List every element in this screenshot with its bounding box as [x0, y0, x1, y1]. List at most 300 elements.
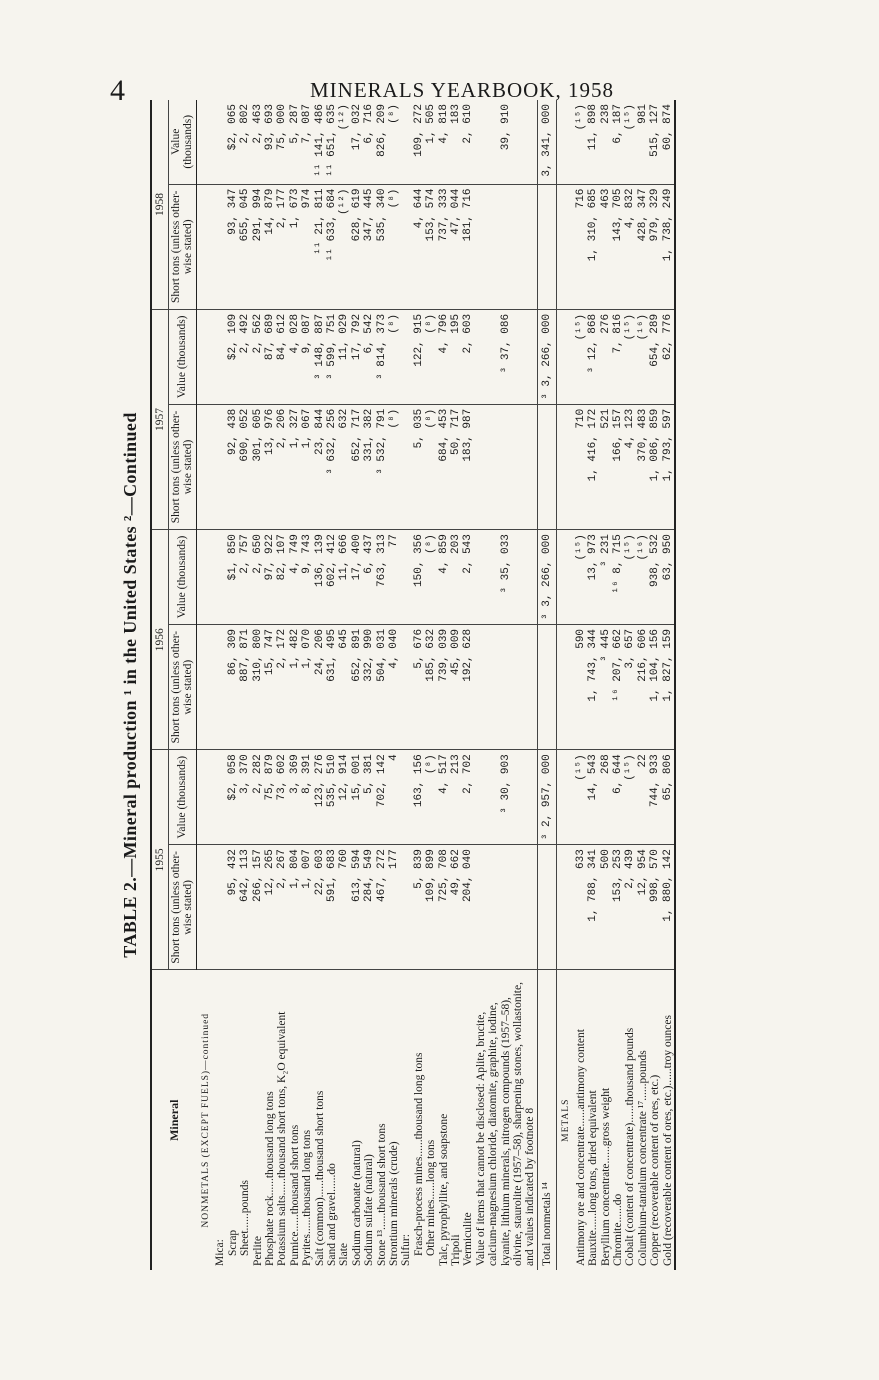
value-cell: 6, 437	[363, 530, 375, 625]
quantity-cell: 504, 031	[376, 624, 388, 749]
year-header: 1958	[151, 100, 169, 309]
quantity-cell: 13, 976	[264, 404, 276, 529]
quantity-cell: 1, 743, 344	[587, 624, 599, 749]
value-cell: $2, 109	[227, 309, 239, 404]
quantity-cell: 628, 619	[351, 184, 363, 309]
mineral-name-cell: Sand and gravel......do	[325, 1163, 338, 1266]
quantity-cell	[537, 404, 556, 529]
value-cell: 1, 505	[425, 100, 437, 184]
value-cell: 3, 369	[289, 750, 301, 845]
value-cell: 602, 412	[326, 530, 338, 625]
quantity-cell: 710	[575, 404, 587, 529]
value-cell: 150, 356	[413, 530, 425, 625]
value-cell: (¹⁵)	[624, 100, 636, 184]
mineral-name-cell: Scrap	[226, 1229, 239, 1256]
quantity-cell: 428, 347	[637, 184, 649, 309]
quantity-cell: 4, 832	[624, 184, 636, 309]
quantity-cell: 590	[575, 624, 587, 749]
quantity-cell: 1, 086, 859	[649, 404, 661, 529]
quantity-cell: 1, 482	[289, 624, 301, 749]
empty-cell	[197, 100, 214, 184]
table-row	[462, 100, 474, 1270]
value-cell: 938, 532	[649, 530, 661, 625]
value-cell: 14, 543	[587, 750, 599, 845]
value-cell: 654, 289	[649, 309, 661, 404]
value-cell	[400, 100, 412, 184]
quantity-cell: 500	[600, 845, 612, 970]
quantity-cell: 974	[301, 184, 313, 309]
value-header: Value (thousands)	[169, 309, 197, 404]
section-heading-row	[557, 100, 575, 1270]
value-cell: ³ 231	[600, 530, 612, 625]
value-cell: 123, 276	[314, 750, 326, 845]
mineral-name-cell: Stone ¹³......thousand short tons	[375, 1123, 388, 1266]
table-row	[301, 100, 313, 1270]
value-cell	[214, 530, 226, 625]
quantity-cell: 109, 899	[425, 845, 437, 970]
value-cell: 5, 287	[289, 100, 301, 184]
value-cell: 2, 562	[252, 309, 264, 404]
empty-cell	[557, 309, 575, 404]
mineral-name-cell: Frasch-process mines......thousand long tons	[412, 1052, 425, 1256]
empty-cell	[197, 309, 214, 404]
table-row	[351, 100, 363, 1270]
quantity-header: Short tons (unless other-wise stated)	[169, 404, 197, 529]
value-cell: (⁸)	[388, 309, 400, 404]
empty-cell	[557, 100, 575, 184]
table-row	[624, 100, 636, 1270]
value-cell: 11, 666	[338, 530, 350, 625]
quantity-cell: 1, 310, 685	[587, 184, 599, 309]
value-cell: (¹²)	[338, 100, 350, 184]
value-cell: 2, 543	[462, 530, 474, 625]
quantity-cell: (¹²)	[338, 184, 350, 309]
table-row	[376, 100, 388, 1270]
value-cell: 2, 282	[252, 750, 264, 845]
value-cell: (¹⁵)	[575, 100, 587, 184]
mineral-name-cell: Salt (common)......thousand short tons	[313, 1090, 326, 1266]
value-cell: 268	[600, 750, 612, 845]
empty-cell	[197, 184, 214, 309]
value-cell: 65, 806	[662, 750, 675, 845]
quantity-cell	[475, 845, 538, 970]
quantity-cell: 2, 177	[276, 184, 288, 309]
quantity-cell	[214, 184, 226, 309]
mineral-name-cell: Phosphate rock......thousand long tons	[263, 1091, 276, 1266]
quantity-cell: 216, 606	[637, 624, 649, 749]
value-cell: 2, 650	[252, 530, 264, 625]
mineral-column-header: Mineral	[167, 1099, 182, 1141]
value-cell: 62, 776	[662, 309, 675, 404]
value-cell: 17, 400	[351, 530, 363, 625]
quantity-cell: 1, 067	[301, 404, 313, 529]
value-cell: 11, 029	[338, 309, 350, 404]
table-row	[600, 100, 612, 1270]
quantity-cell: 1, 673	[289, 184, 301, 309]
value-cell: ³ 37, 086	[475, 309, 538, 404]
quantity-cell: (⁸)	[388, 184, 400, 309]
quantity-cell: 347, 445	[363, 184, 375, 309]
value-cell: 702, 142	[376, 750, 388, 845]
quantity-header: Short tons (unless other-wise stated)	[169, 624, 197, 749]
value-cell: 213	[450, 750, 462, 845]
quantity-cell: 5, 839	[413, 845, 425, 970]
quantity-cell: 301, 605	[252, 404, 264, 529]
section-heading: NONMETALS (EXCEPT FUELS)—continued	[200, 1012, 211, 1228]
quantity-cell: 92, 438	[227, 404, 239, 529]
table-row	[575, 100, 587, 1270]
mineral-name-cell: Total nonmetals ¹⁴	[537, 970, 556, 1270]
mineral-name-cell: Antimony ore and concentrate......antimony content	[574, 1029, 587, 1266]
quantity-cell: 143, 705	[612, 184, 624, 309]
mineral-name-cell: Columbium-tantalum concentrate ¹⁷......pounds	[636, 1050, 649, 1266]
quantity-cell: 1, 007	[301, 845, 313, 970]
value-cell	[214, 100, 226, 184]
value-cell: (¹⁵)	[624, 530, 636, 625]
quantity-cell: 1, 880, 142	[662, 845, 675, 970]
quantity-cell: 521	[600, 404, 612, 529]
quantity-cell: 535, 340	[376, 184, 388, 309]
quantity-cell: 50, 717	[450, 404, 462, 529]
value-cell: 2, 463	[252, 100, 264, 184]
value-cell: 17, 792	[351, 309, 363, 404]
value-cell: 9, 087	[301, 309, 313, 404]
quantity-cell: 49, 662	[450, 845, 462, 970]
value-cell: ¹¹ 141, 486	[314, 100, 326, 184]
quantity-cell: ¹¹ 21, 811	[314, 184, 326, 309]
table-row	[388, 100, 400, 1270]
table-row	[276, 100, 288, 1270]
quantity-cell	[214, 845, 226, 970]
quantity-cell	[475, 404, 538, 529]
running-title: MINERALS YEARBOOK, 1958	[310, 78, 614, 102]
table-row	[438, 100, 450, 1270]
year-header: 1955	[151, 750, 169, 970]
table-row	[649, 100, 661, 1270]
quantity-cell: 23, 844	[314, 404, 326, 529]
value-cell: 6, 644	[612, 750, 624, 845]
quantity-cell: (⁸)	[425, 404, 437, 529]
quantity-cell: 2, 439	[624, 845, 636, 970]
mineral-name-cell: Beryllium concentrate......gross weight	[599, 1087, 612, 1266]
quantity-cell	[214, 624, 226, 749]
mineral-name-cell: Vermiculite	[462, 1212, 475, 1266]
quantity-cell: 739, 039	[438, 624, 450, 749]
value-cell: 15, 001	[351, 750, 363, 845]
quantity-header: Short tons (unless other-wise stated)	[169, 184, 197, 309]
table-row	[425, 100, 437, 1270]
quantity-cell: 5, 035	[413, 404, 425, 529]
value-header: Value (thousands)	[169, 100, 197, 184]
quantity-cell: 690, 052	[239, 404, 251, 529]
value-cell: 4, 796	[438, 309, 450, 404]
value-cell: 195	[450, 309, 462, 404]
year-header: 1956	[151, 530, 169, 750]
quantity-cell	[400, 845, 412, 970]
quantity-cell	[400, 404, 412, 529]
value-cell: 4, 818	[438, 100, 450, 184]
value-cell: 203	[450, 530, 462, 625]
value-cell: 87, 689	[264, 309, 276, 404]
value-cell: ³ 12, 868	[587, 309, 599, 404]
value-cell: 6, 542	[363, 309, 375, 404]
quantity-cell: 2, 172	[276, 624, 288, 749]
value-cell: 122, 915	[413, 309, 425, 404]
value-cell: 39, 910	[475, 100, 538, 184]
quantity-cell: 1, 327	[289, 404, 301, 529]
quantity-cell: 1, 104, 156	[649, 624, 661, 749]
value-cell: 12, 914	[338, 750, 350, 845]
table-row	[413, 100, 425, 1270]
value-cell: (¹⁵)	[624, 309, 636, 404]
value-cell: 3, 370	[239, 750, 251, 845]
section-heading-row	[197, 100, 214, 1270]
mineral-name-cell: Perlite	[251, 1235, 264, 1266]
quantity-cell: ³ 532, 791	[376, 404, 388, 529]
quantity-cell: 655, 045	[239, 184, 251, 309]
quantity-cell: 716	[575, 184, 587, 309]
value-cell: (⁸)	[388, 100, 400, 184]
empty-cell	[557, 624, 575, 749]
quantity-cell: 177	[388, 845, 400, 970]
table-row	[264, 100, 276, 1270]
value-cell: 515, 127	[649, 100, 661, 184]
value-cell: 73, 602	[276, 750, 288, 845]
page-number: 4	[110, 74, 125, 107]
value-cell: 82, 107	[276, 530, 288, 625]
value-cell: 11, 898	[587, 100, 599, 184]
value-cell: 77	[388, 530, 400, 625]
value-cell: (¹⁵)	[575, 309, 587, 404]
empty-cell	[557, 750, 575, 845]
rotated-table-block	[120, 100, 879, 1270]
mineral-production-table	[150, 100, 676, 1270]
quantity-cell: 979, 329	[649, 184, 661, 309]
quantity-cell: 760	[338, 845, 350, 970]
quantity-cell: 4, 040	[388, 624, 400, 749]
value-cell: $2, 058	[227, 750, 239, 845]
value-cell: (⁸)	[425, 530, 437, 625]
table-row	[289, 100, 301, 1270]
mineral-name-cell: Sheet......pounds	[239, 1179, 252, 1256]
quantity-cell	[537, 845, 556, 970]
quantity-cell	[475, 624, 538, 749]
quantity-cell	[214, 404, 226, 529]
value-cell: 109, 272	[413, 100, 425, 184]
quantity-cell: 3, 657	[624, 624, 636, 749]
quantity-cell	[537, 624, 556, 749]
table-row	[338, 100, 350, 1270]
value-cell: 4, 517	[438, 750, 450, 845]
quantity-cell: 1, 827, 159	[662, 624, 675, 749]
mineral-name-cell: Other mines......long tons	[425, 1139, 438, 1256]
value-cell: 8, 391	[301, 750, 313, 845]
value-cell: 63, 950	[662, 530, 675, 625]
empty-cell	[197, 845, 214, 970]
mineral-name-cell: Bauxite......long tons, dried equivalent	[587, 1090, 600, 1266]
value-cell: $1, 850	[227, 530, 239, 625]
quantity-cell	[400, 624, 412, 749]
value-cell: 13, 973	[587, 530, 599, 625]
value-cell: 2, 603	[462, 309, 474, 404]
value-cell: 163, 156	[413, 750, 425, 845]
quantity-cell: (⁸)	[388, 404, 400, 529]
table-row	[252, 100, 264, 1270]
table-row	[363, 100, 375, 1270]
quantity-cell: 310, 800	[252, 624, 264, 749]
value-cell: 763, 313	[376, 530, 388, 625]
table-row	[612, 100, 624, 1270]
value-cell: ³ 599, 751	[326, 309, 338, 404]
value-cell: 60, 874	[662, 100, 675, 184]
quantity-cell: 4, 644	[413, 184, 425, 309]
value-cell: (¹⁶)	[637, 530, 649, 625]
mineral-name-cell: Mica:	[214, 1239, 227, 1266]
quantity-cell: 291, 994	[252, 184, 264, 309]
table-row	[314, 100, 326, 1270]
table-row	[400, 100, 412, 1270]
value-cell	[400, 309, 412, 404]
quantity-cell: 1, 804	[289, 845, 301, 970]
quantity-cell: 652, 891	[351, 624, 363, 749]
table-row	[475, 100, 538, 1270]
value-cell: 2, 492	[239, 309, 251, 404]
quantity-cell: 2, 267	[276, 845, 288, 970]
quantity-cell: 153, 574	[425, 184, 437, 309]
value-cell: 2, 802	[239, 100, 251, 184]
value-cell: 6, 187	[612, 100, 624, 184]
value-cell: ³ 30, 903	[475, 750, 538, 845]
quantity-cell: 1, 793, 597	[662, 404, 675, 529]
value-cell: 276	[600, 309, 612, 404]
quantity-cell: 204, 040	[462, 845, 474, 970]
quantity-cell: 642, 113	[239, 845, 251, 970]
mineral-name-cell: Sodium sulfate (natural)	[363, 1154, 376, 1266]
value-cell: 2, 757	[239, 530, 251, 625]
value-cell: ³ 35, 033	[475, 530, 538, 625]
value-cell: ³ 814, 373	[376, 309, 388, 404]
table-row	[587, 100, 599, 1270]
quantity-cell: 12, 265	[264, 845, 276, 970]
empty-cell	[557, 845, 575, 970]
mineral-name-cell: Copper (recoverable content of ores, etc.)	[649, 1074, 662, 1266]
empty-cell	[557, 404, 575, 529]
value-cell: (⁸)	[425, 309, 437, 404]
table-row	[326, 100, 338, 1270]
quantity-cell: 370, 483	[637, 404, 649, 529]
mineral-name-cell: Gold (recoverable content of ores, etc.)......troy ounces	[661, 1015, 674, 1266]
value-cell: ³ 3, 266, 000	[537, 530, 556, 625]
value-cell: 136, 139	[314, 530, 326, 625]
quantity-cell: 183, 987	[462, 404, 474, 529]
empty-cell	[197, 624, 214, 749]
value-cell	[214, 309, 226, 404]
quantity-cell: 2, 206	[276, 404, 288, 529]
mineral-name-cell: Slate	[338, 1243, 351, 1266]
quantity-cell: 12, 954	[637, 845, 649, 970]
quantity-cell: ¹¹ 633, 684	[326, 184, 338, 309]
quantity-cell: 185, 632	[425, 624, 437, 749]
mineral-name-cell: Chromite......do	[611, 1193, 624, 1266]
quantity-cell: 331, 382	[363, 404, 375, 529]
quantity-cell: 463	[600, 184, 612, 309]
quantity-cell: 192, 628	[462, 624, 474, 749]
value-cell: 744, 933	[649, 750, 661, 845]
value-header: Value (thousands)	[169, 750, 197, 845]
mineral-name-cell: Potassium salts......thousand short tons, K₂O equivalent	[276, 1011, 289, 1266]
value-cell: ¹⁶ 8, 715	[612, 530, 624, 625]
quantity-cell: 645	[338, 624, 350, 749]
table-title: TABLE 2.—Mineral production ¹ in the United States ²—Continued	[120, 412, 140, 958]
value-cell	[400, 530, 412, 625]
quantity-cell: 1, 738, 249	[662, 184, 675, 309]
value-cell: 826, 209	[376, 100, 388, 184]
value-cell: 84, 612	[276, 309, 288, 404]
empty-cell	[557, 184, 575, 309]
value-cell: (¹⁵)	[575, 530, 587, 625]
value-cell: 5, 381	[363, 750, 375, 845]
quantity-cell: 15, 747	[264, 624, 276, 749]
quantity-cell: 86, 309	[227, 624, 239, 749]
quantity-cell: ³ 632, 256	[326, 404, 338, 529]
value-cell: ³ 3, 266, 000	[537, 309, 556, 404]
table-row	[239, 100, 251, 1270]
quantity-cell: 266, 157	[252, 845, 264, 970]
quantity-cell: 725, 708	[438, 845, 450, 970]
mineral-name-cell: Strontium minerals (crude)	[388, 1141, 400, 1266]
table-row	[450, 100, 462, 1270]
quantity-cell: 737, 333	[438, 184, 450, 309]
quantity-cell: 332, 990	[363, 624, 375, 749]
value-cell: ¹¹ 651, 635	[326, 100, 338, 184]
quantity-cell	[400, 184, 412, 309]
quantity-cell: 887, 871	[239, 624, 251, 749]
quantity-cell: 5, 676	[413, 624, 425, 749]
quantity-cell: ³ 445	[600, 624, 612, 749]
quantity-cell: 95, 432	[227, 845, 239, 970]
value-header: Value (thousands)	[169, 530, 197, 625]
value-cell: (⁸)	[425, 750, 437, 845]
empty-cell	[197, 530, 214, 625]
quantity-cell: 591, 683	[326, 845, 338, 970]
empty-cell	[197, 404, 214, 529]
mineral-name-cell: Talc, pyrophyllite, and soapstone	[437, 1113, 450, 1266]
value-cell: 535, 510	[326, 750, 338, 845]
value-cell: 75, 000	[276, 100, 288, 184]
quantity-cell: 93, 347	[227, 184, 239, 309]
value-cell: 7, 087	[301, 100, 313, 184]
value-cell	[214, 750, 226, 845]
quantity-cell: 45, 009	[450, 624, 462, 749]
quantity-cell: 632	[338, 404, 350, 529]
quantity-cell: 998, 570	[649, 845, 661, 970]
value-cell: 981	[637, 100, 649, 184]
value-cell: 97, 922	[264, 530, 276, 625]
value-cell: 3, 341, 000	[537, 100, 556, 184]
value-cell: 4	[388, 750, 400, 845]
quantity-cell: 153, 253	[612, 845, 624, 970]
quantity-cell: 684, 453	[438, 404, 450, 529]
empty-cell	[557, 530, 575, 625]
value-cell: 183	[450, 100, 462, 184]
value-cell: 2, 702	[462, 750, 474, 845]
quantity-cell: 24, 206	[314, 624, 326, 749]
quantity-cell: 631, 495	[326, 624, 338, 749]
value-cell: (¹⁵)	[624, 750, 636, 845]
quantity-cell: 1, 416, 172	[587, 404, 599, 529]
value-cell: 4, 028	[289, 309, 301, 404]
value-cell: 93, 693	[264, 100, 276, 184]
